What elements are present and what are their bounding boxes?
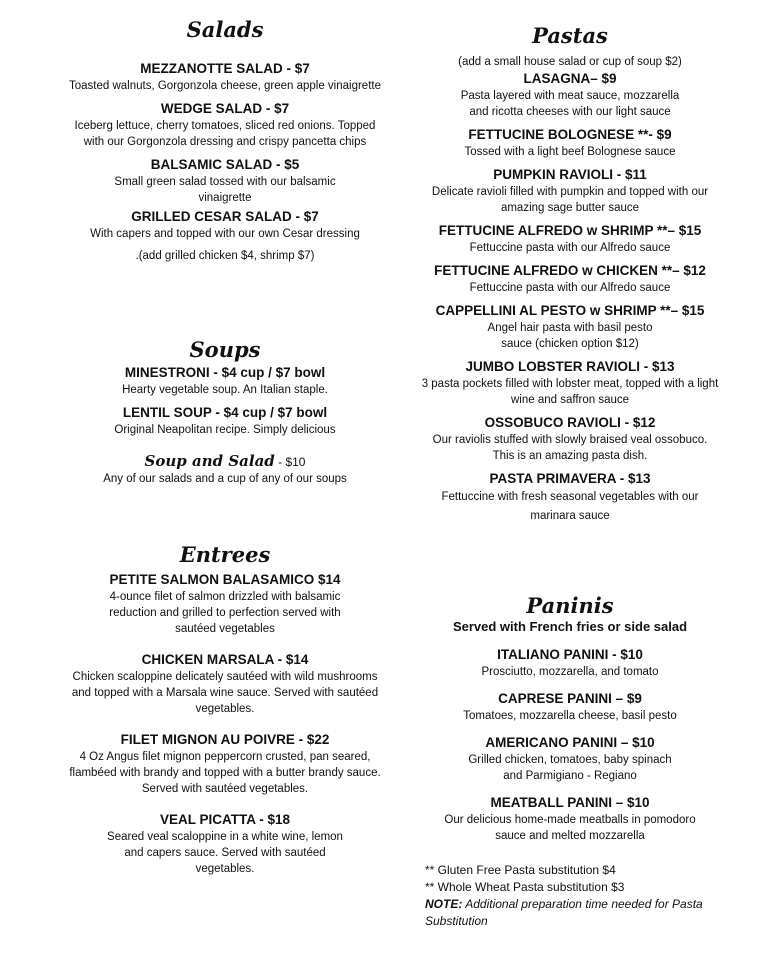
menu-item (405, 70, 735, 120)
item-title: OSSOBUCO RAVIOLI - $12 (484, 415, 656, 430)
soups-section (60, 338, 390, 493)
item-desc: 4 Oz Angus filet mignon peppercorn crusted, pan seared, flambéed with brandy and topped with a butter brandy sauce. Served with sautéed vegetables. (69, 751, 381, 795)
salads-addon-note: .(add grilled chicken $4, shrimp $7) (135, 250, 315, 262)
item-desc: Tomatoes, mozzarella cheese, basil pesto (463, 710, 677, 722)
item-desc: Fettuccine pasta with our Alfredo sauce (469, 282, 671, 294)
menu-item (60, 100, 390, 150)
item-title: MEATBALL PANINI – $10 (490, 795, 650, 810)
menu-item (60, 156, 390, 206)
menu-item (405, 646, 735, 680)
item-title: CAPPELLINI AL PESTO w SHRIMP **– $15 (435, 303, 705, 318)
menu-item (405, 470, 735, 526)
soup-and-salad-combo (60, 452, 390, 487)
entrees-heading: Entrees (179, 542, 271, 567)
menu-item (405, 358, 735, 408)
pastas-addon-note: (add a small house salad or cup of soup $2) (458, 56, 682, 68)
menu-item (405, 126, 735, 160)
item-title: PETITE SALMON BALASAMICO $14 (109, 572, 341, 587)
item-desc: Hearty vegetable soup. An Italian staple. (122, 384, 328, 396)
item-desc: Grilled chicken, tomatoes, baby spinach and Parmigiano - Regiano (468, 754, 672, 782)
menu-item (405, 222, 735, 256)
item-desc: With capers and topped with our own Cesar dressing (90, 228, 360, 240)
menu-item (60, 208, 390, 242)
item-title: VEAL PICATTA - $18 (159, 812, 291, 827)
item-title: FETTUCINE ALFREDO w CHICKEN **– $12 (434, 263, 706, 278)
item-desc: Chicken scaloppine delicately sautéed with wild mushrooms and topped with a Marsala wine sauce. Served with sautéed vegetables. (71, 671, 379, 715)
footnotes (425, 862, 745, 930)
item-title: WEDGE SALAD - $7 (160, 101, 290, 116)
menu-item (405, 302, 735, 352)
item-title: CAPRESE PANINI – $9 (498, 691, 642, 706)
menu-item (405, 262, 735, 296)
menu-item (60, 364, 390, 398)
item-desc: Seared veal scaloppine in a white wine, lemon and capers sauce. Served with sautéed vegetables. (107, 831, 343, 875)
item-title: PUMPKIN RAVIOLI - $11 (493, 167, 647, 182)
item-desc: Our raviolis stuffed with slowly braised veal ossobuco. This is an amazing pasta dish. (432, 434, 708, 462)
menu-item (60, 811, 390, 877)
menu-item (60, 651, 390, 717)
combo-heading: Soup and Salad (144, 452, 275, 470)
menu-item (60, 404, 390, 438)
item-desc: Pasta layered with meat sauce, mozzarella and ricotta cheeses with our light sauce (460, 90, 680, 118)
item-title: FETTUCINE BOLOGNESE **- $9 (468, 127, 672, 142)
paninis-section (405, 594, 735, 850)
item-desc: Iceberg lettuce, cherry tomatoes, sliced red onions. Topped with our Gorgonzola dressing and crispy pancetta chips (74, 120, 376, 148)
soups-heading: Soups (189, 337, 261, 362)
item-desc: Our delicious home-made meatballs in pomodoro sauce and melted mozzarella (444, 814, 696, 842)
paninis-heading: Paninis (526, 593, 614, 618)
whole-wheat-note: ** Whole Wheat Pasta substitution $3 (425, 880, 625, 894)
item-title: JUMBO LOBSTER RAVIOLI - $13 (465, 359, 675, 374)
entrees-section (60, 543, 390, 883)
note-text: Additional preparation time needed for Pasta Substitution (425, 897, 703, 928)
item-desc: Any of our salads and a cup of any of our soups (103, 473, 347, 485)
item-title: LASAGNA– $9 (523, 71, 617, 86)
item-desc: Fettuccine pasta with our Alfredo sauce (469, 242, 671, 254)
item-title: CHICKEN MARSALA - $14 (141, 652, 309, 667)
item-desc: Angel hair pasta with basil pesto sauce (chicken option $12) (487, 322, 653, 350)
item-desc: Fettuccine with fresh seasonal vegetables with our marinara sauce (441, 491, 699, 522)
salads-section (60, 18, 390, 264)
item-desc: Small green salad tossed with our balsamic vinaigrette (114, 176, 336, 204)
item-title: ITALIANO PANINI - $10 (497, 647, 643, 662)
pastas-section (405, 24, 735, 532)
item-desc: Original Neapolitan recipe. Simply delicious (114, 424, 336, 436)
menu-item (405, 734, 735, 784)
menu-item (60, 571, 390, 637)
item-title: MINESTRONI - $4 cup / $7 bowl (124, 365, 326, 380)
menu-item (405, 166, 735, 216)
item-title: AMERICANO PANINI – $10 (485, 735, 655, 750)
menu-item (405, 794, 735, 844)
salads-heading: Salads (186, 17, 264, 42)
pastas-heading: Pastas (532, 23, 608, 48)
item-title: MEZZANOTTE SALAD - $7 (140, 61, 310, 76)
item-title: LENTIL SOUP - $4 cup / $7 bowl (122, 405, 328, 420)
item-title: FETTUCINE ALFREDO w SHRIMP **– $15 (438, 223, 702, 238)
item-desc: Tossed with a light beef Bolognese sauce (464, 146, 676, 158)
menu-item (405, 690, 735, 724)
item-title: PASTA PRIMAVERA - $13 (489, 471, 651, 486)
paninis-subheading: Served with French fries or side salad (452, 619, 688, 634)
item-title: BALSAMIC SALAD - $5 (150, 157, 300, 172)
item-title: FILET MIGNON AU POIVRE - $22 (120, 732, 330, 747)
preparation-note (425, 896, 745, 930)
menu-item (60, 60, 390, 94)
item-desc: Toasted walnuts, Gorgonzola cheese, green apple vinaigrette (69, 80, 381, 92)
item-desc: Delicate ravioli filled with pumpkin and topped with our amazing sage butter sauce (431, 186, 709, 214)
item-desc: 3 pasta pockets filled with lobster meat, topped with a light wine and saffron sauce (421, 378, 719, 406)
menu-item (60, 731, 390, 797)
gluten-free-note: ** Gluten Free Pasta substitution $4 (425, 863, 616, 877)
note-label: NOTE: (425, 897, 463, 911)
item-desc: Prosciutto, mozzarella, and tomato (481, 666, 659, 678)
menu-item (405, 414, 735, 464)
item-title: GRILLED CESAR SALAD - $7 (131, 209, 319, 224)
item-desc: 4-ounce filet of salmon drizzled with balsamic reduction and grilled to perfection served with sautéed vegetables (109, 591, 341, 635)
combo-price: - $10 (274, 455, 306, 469)
